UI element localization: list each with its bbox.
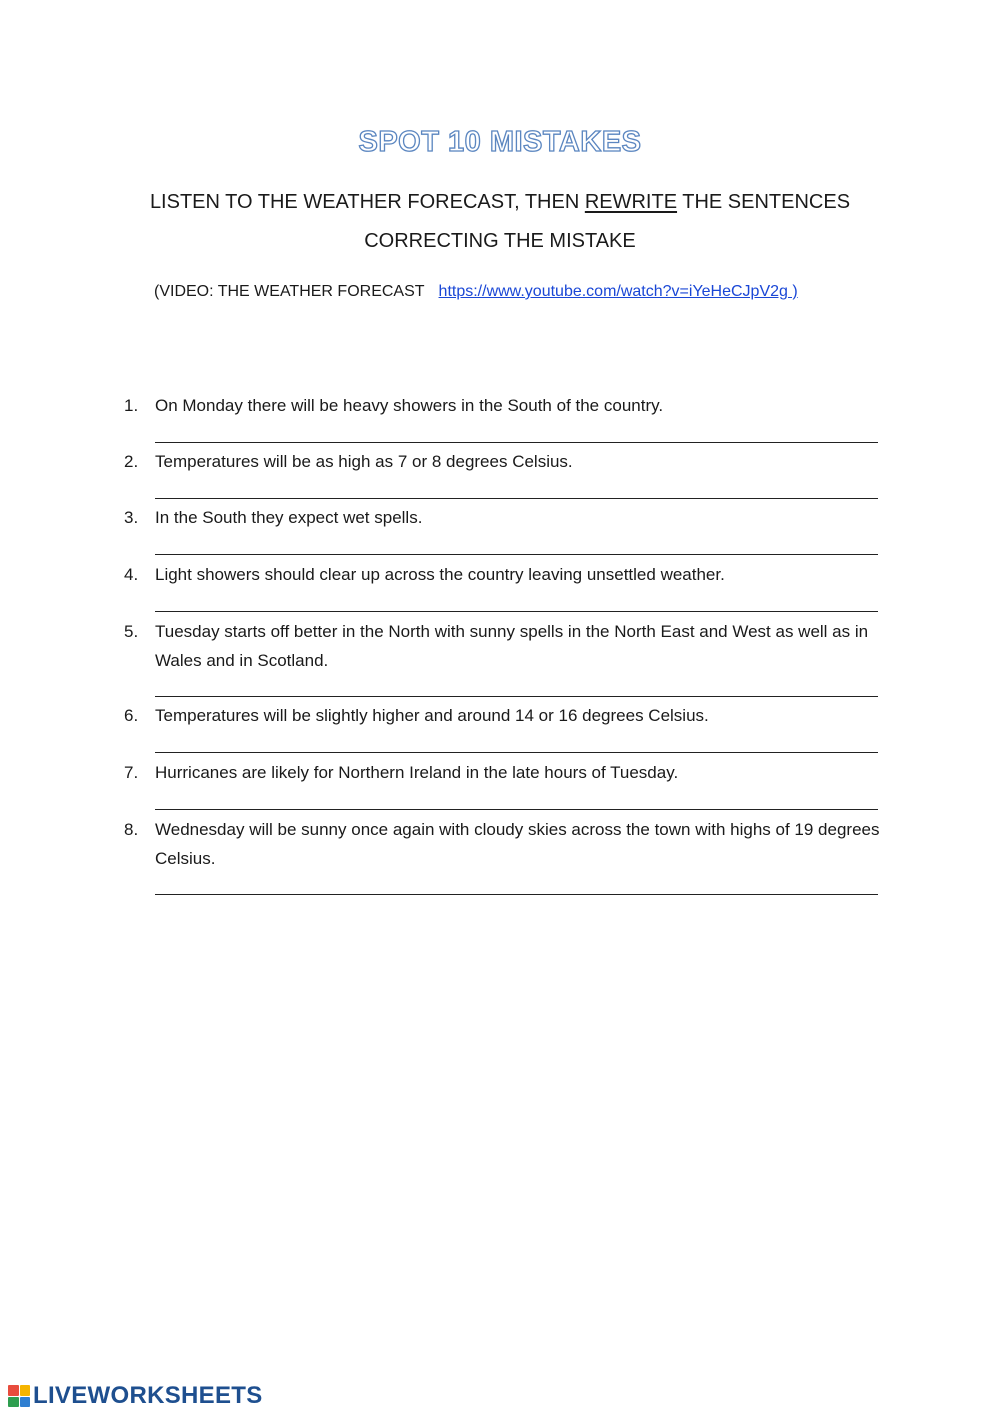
item-text: Tuesday starts off better in the North with sunny spells in the North East and West as well as in Wales and in Scotland.: [155, 622, 869, 670]
answer-line[interactable]: [155, 498, 878, 499]
answer-line[interactable]: [155, 611, 878, 612]
item-number: 3.: [124, 508, 139, 527]
liveworksheets-logo-icon: [8, 1385, 30, 1407]
instruction-line-1: [0, 191, 1000, 214]
answer-line[interactable]: [155, 752, 878, 753]
instruction-line-2: CORRECTING THE MISTAKE: [364, 230, 636, 252]
answer-line[interactable]: [155, 809, 878, 810]
logo-square-red: [8, 1385, 19, 1396]
item-text: Wednesday will be sunny once again with cloudy skies across the town with highs of 19 degrees Celsius.: [155, 820, 880, 868]
answer-line[interactable]: [155, 554, 878, 555]
item-text: Hurricanes are likely for Northern Ireland in the late hours of Tuesday.: [155, 763, 679, 782]
logo-square-green: [8, 1397, 19, 1408]
page-title: SPOT 10 MISTAKES: [358, 126, 642, 158]
video-link[interactable]: https://www.youtube.com/watch?v=iYeHeCJpV2g ): [438, 283, 798, 300]
answer-line[interactable]: [155, 894, 878, 895]
item-number: 6.: [124, 706, 139, 725]
video-reference: [154, 283, 798, 301]
item-number: 2.: [124, 452, 139, 471]
item-text: Temperatures will be as high as 7 or 8 degrees Celsius.: [155, 452, 573, 471]
item-text: Temperatures will be slightly higher and around 14 or 16 degrees Celsius.: [155, 706, 709, 725]
footer-brand[interactable]: [8, 1383, 263, 1409]
item-number: 1.: [124, 396, 139, 415]
instruction-text-after: THE SENTENCES: [677, 191, 851, 213]
item-text: On Monday there will be heavy showers in the South of the country.: [155, 396, 664, 415]
brand-name: LIVEWORKSHEETS: [33, 1382, 263, 1409]
item-number: 8.: [124, 820, 139, 839]
instruction-text-before: LISTEN TO THE WEATHER FORECAST, THEN: [149, 191, 585, 213]
video-label: (VIDEO: THE WEATHER FORECAST: [154, 283, 425, 300]
answer-line[interactable]: [155, 442, 878, 443]
item-number: 7.: [124, 763, 139, 782]
instruction-emphasis: REWRITE: [584, 191, 678, 213]
item-number: 4.: [124, 565, 139, 584]
item-number: 5.: [124, 622, 139, 641]
item-text: Light showers should clear up across the country leaving unsettled weather.: [155, 565, 725, 584]
answer-line[interactable]: [155, 696, 878, 697]
item-text: In the South they expect wet spells.: [155, 508, 423, 527]
logo-square-yellow: [20, 1385, 31, 1396]
logo-square-blue: [20, 1397, 31, 1408]
